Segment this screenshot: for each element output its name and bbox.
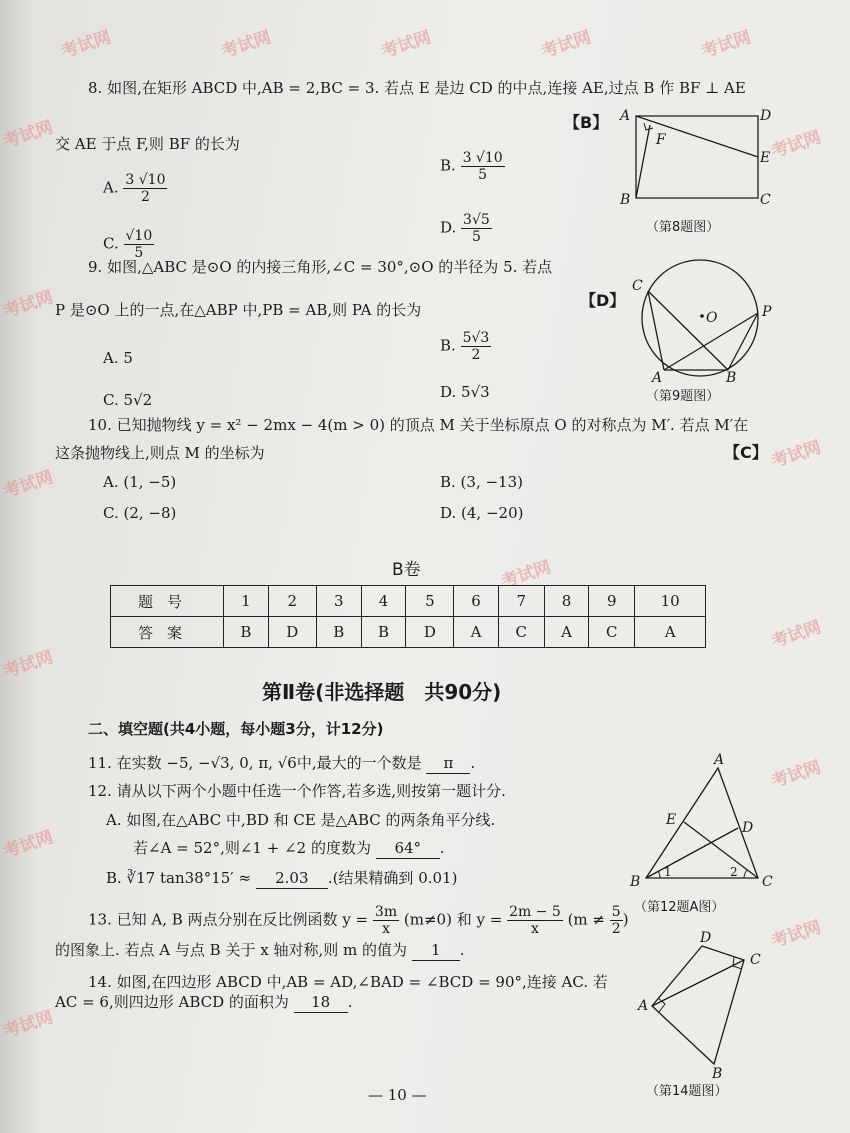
answer-key-answer: A <box>454 617 498 648</box>
q11-answer: π <box>426 753 470 774</box>
q9-option-c: C. 5√2 <box>103 391 153 409</box>
q10-option-b: B. (3, −13) <box>440 473 523 491</box>
q14-quadrilateral-figure <box>620 928 780 1082</box>
q9-option-b: B. $\frac{5√3}{2}$ <box>440 330 490 363</box>
q12-figure-caption: （第12题A图） <box>634 900 725 915</box>
q14-line1: 14. 如图,在四边形 ABCD 中,AB = AD,∠BAD = ∠BCD = 90°,连接 AC. 若 <box>88 973 608 991</box>
q9-label-o: O <box>706 310 718 326</box>
q9-answer: 【D】 <box>580 291 626 310</box>
q8-line1: 8. 如图,在矩形 ABCD 中,AB = 2,BC = 3. 若点 E 是边 CD 的中点,连接 AE,过点 B 作 BF ⊥ AE <box>88 79 746 97</box>
q12-label-angle-1: 1 <box>664 865 672 879</box>
answer-key-row-header: 答案 <box>111 617 224 648</box>
section-b-title: B卷 <box>392 560 421 580</box>
q12-label-c: C <box>762 874 773 890</box>
watermark: 考试网 <box>698 27 754 63</box>
q8-label-c: C <box>760 192 771 208</box>
q9-figure-caption: （第9题图） <box>646 389 720 404</box>
q8-option-b: B. $\frac{3 √10}{5}$ <box>440 150 503 183</box>
q10-option-d: D. (4, −20) <box>440 504 524 522</box>
watermark: 考试网 <box>768 127 824 163</box>
q10-option-c: C. (2, −8) <box>103 504 177 522</box>
q12-a-line1: A. 如图,在△ABC 中,BD 和 CE 是△ABC 的两条角平分线. <box>106 811 496 829</box>
watermark: 考试网 <box>0 117 56 153</box>
q9-option-d: D. 5√3 <box>440 383 490 401</box>
q8-option-c: C. $\frac{√10}{5}$ <box>103 228 153 261</box>
answer-key-number: 10 <box>635 586 706 617</box>
q9-line1: 9. 如图,△ABC 是⊙O 的内接三角形,∠C = 30°,⊙O 的半径为 5. 若点 <box>88 258 553 276</box>
q8-label-b: B <box>620 192 631 208</box>
q12-a-line2: 若∠A = 52°,则∠1 + ∠2 的度数为 64° . <box>133 839 445 857</box>
q14-label-a: A <box>638 998 649 1014</box>
q12-b-text: B. ∛17 tan38°15′ ≈ 2.03 .(结果精确到 0.01) <box>106 869 458 887</box>
answer-key-answer: D <box>406 617 454 648</box>
q8-answer: 【B】 <box>564 113 609 132</box>
answer-key-number: 6 <box>454 586 498 617</box>
q12-a-answer: 64° <box>376 838 440 859</box>
q13-line1: 13. 已知 A, B 两点分别在反比例函数 y = $\frac{3m}{x}$ (m≠0) 和 y = $\frac{2m - 5}{x}$ (m ≠ $\frac{5}{2}$ ) <box>88 904 629 937</box>
q8-label-a: A <box>620 108 631 124</box>
answer-key-answer: B <box>316 617 361 648</box>
q9-label-a: A <box>652 370 663 386</box>
q8-option-a: A. $\frac{3 √10}{2}$ <box>103 172 166 205</box>
part2-subtitle: 二、填空题(共4小题，每小题3分，计12分) <box>88 720 384 738</box>
q12-triangle-figure <box>626 752 776 892</box>
q12-label-b: B <box>630 874 641 890</box>
answer-key-answer: C <box>498 617 544 648</box>
q8-figure-caption: （第8题图） <box>646 220 720 235</box>
q13-answer: 1 <box>412 940 460 961</box>
watermark: 考试网 <box>768 437 824 473</box>
answer-key-answer: B <box>224 617 269 648</box>
answer-key-number: 1 <box>224 586 269 617</box>
q8-rectangle-figure <box>610 100 780 215</box>
watermark: 考试网 <box>0 827 56 863</box>
q9-label-b: B <box>726 370 737 386</box>
q14-label-d: D <box>700 930 712 946</box>
watermark: 考试网 <box>768 617 824 653</box>
q12-b-answer: 2.03 <box>256 868 328 889</box>
answer-key-row-header: 题号 <box>111 586 224 617</box>
q8-line2: 交 AE 于点 F,则 BF 的长为 <box>55 135 240 153</box>
answer-key-number: 5 <box>406 586 454 617</box>
q14-label-c: C <box>750 952 761 968</box>
watermark: 考试网 <box>218 27 274 63</box>
q8-option-d: D. $\frac{3√5}{5}$ <box>440 212 490 245</box>
q13-line2: 的图象上. 若点 A 与点 B 关于 x 轴对称,则 m 的值为 1 . <box>55 941 465 959</box>
q9-label-c: C <box>632 278 643 294</box>
watermark: 考试网 <box>0 647 56 683</box>
answer-key-answer: A <box>635 617 706 648</box>
q14-figure-caption: （第14题图） <box>646 1084 728 1099</box>
watermark: 考试网 <box>0 287 56 323</box>
answer-key-answer: B <box>361 617 406 648</box>
watermark: 考试网 <box>768 757 824 793</box>
q12-label-e: E <box>666 812 677 828</box>
answer-key-number: 7 <box>498 586 544 617</box>
q12-label-angle-2: 2 <box>730 865 738 879</box>
answer-key-answer-row <box>111 617 706 648</box>
answer-key-number: 2 <box>268 586 316 617</box>
page-number: — 10 — <box>368 1086 427 1104</box>
page-binding-shadow <box>0 0 38 1133</box>
answer-key-table <box>110 585 706 648</box>
q9-circle-figure <box>628 258 778 388</box>
q10-answer: 【C】 <box>724 443 768 462</box>
q12-label-a: A <box>714 752 725 768</box>
watermark: 考试网 <box>498 557 554 593</box>
answer-key-number-row <box>111 586 706 617</box>
q11-text: 11. 在实数 −5, −√3, 0, π, √6中,最大的一个数是 π . <box>88 754 476 772</box>
part2-title: 第Ⅱ卷(非选择题 共90分) <box>262 680 502 704</box>
answer-key-number: 9 <box>589 586 635 617</box>
answer-key-number: 4 <box>361 586 406 617</box>
answer-key-answer: A <box>544 617 588 648</box>
q12-text: 12. 请从以下两个小题中任选一个作答,若多选,则按第一题计分. <box>88 782 506 800</box>
watermark: 考试网 <box>0 1007 56 1043</box>
q9-option-a: A. 5 <box>103 349 133 367</box>
q10-line1: 10. 已知抛物线 y = x² − 2mx − 4(m > 0) 的顶点 M 关于坐标原点 O 的对称点为 M′. 若点 M′在 <box>88 416 749 434</box>
watermark: 考试网 <box>378 27 434 63</box>
q14-label-b: B <box>712 1066 723 1082</box>
watermark: 考试网 <box>0 467 56 503</box>
q10-line2: 这条抛物线上,则点 M 的坐标为 <box>55 444 265 462</box>
q14-line2: AC = 6,则四边形 ABCD 的面积为 18 . <box>55 993 353 1011</box>
q14-answer: 18 <box>294 992 348 1013</box>
answer-key-answer: D <box>268 617 316 648</box>
watermark: 考试网 <box>538 27 594 63</box>
watermark: 考试网 <box>768 917 824 953</box>
q12-label-d: D <box>742 820 754 836</box>
q9-label-p: P <box>762 304 772 320</box>
watermark: 考试网 <box>58 27 114 63</box>
q8-label-f: F <box>656 132 666 148</box>
answer-key-number: 3 <box>316 586 361 617</box>
answer-key-number: 8 <box>544 586 588 617</box>
q8-label-e: E <box>760 150 771 166</box>
q10-option-a: A. (1, −5) <box>103 473 177 491</box>
answer-key-answer: C <box>589 617 635 648</box>
q8-label-d: D <box>760 108 772 124</box>
q9-line2: P 是⊙O 上的一点,在△ABP 中,PB = AB,则 PA 的长为 <box>55 301 422 319</box>
